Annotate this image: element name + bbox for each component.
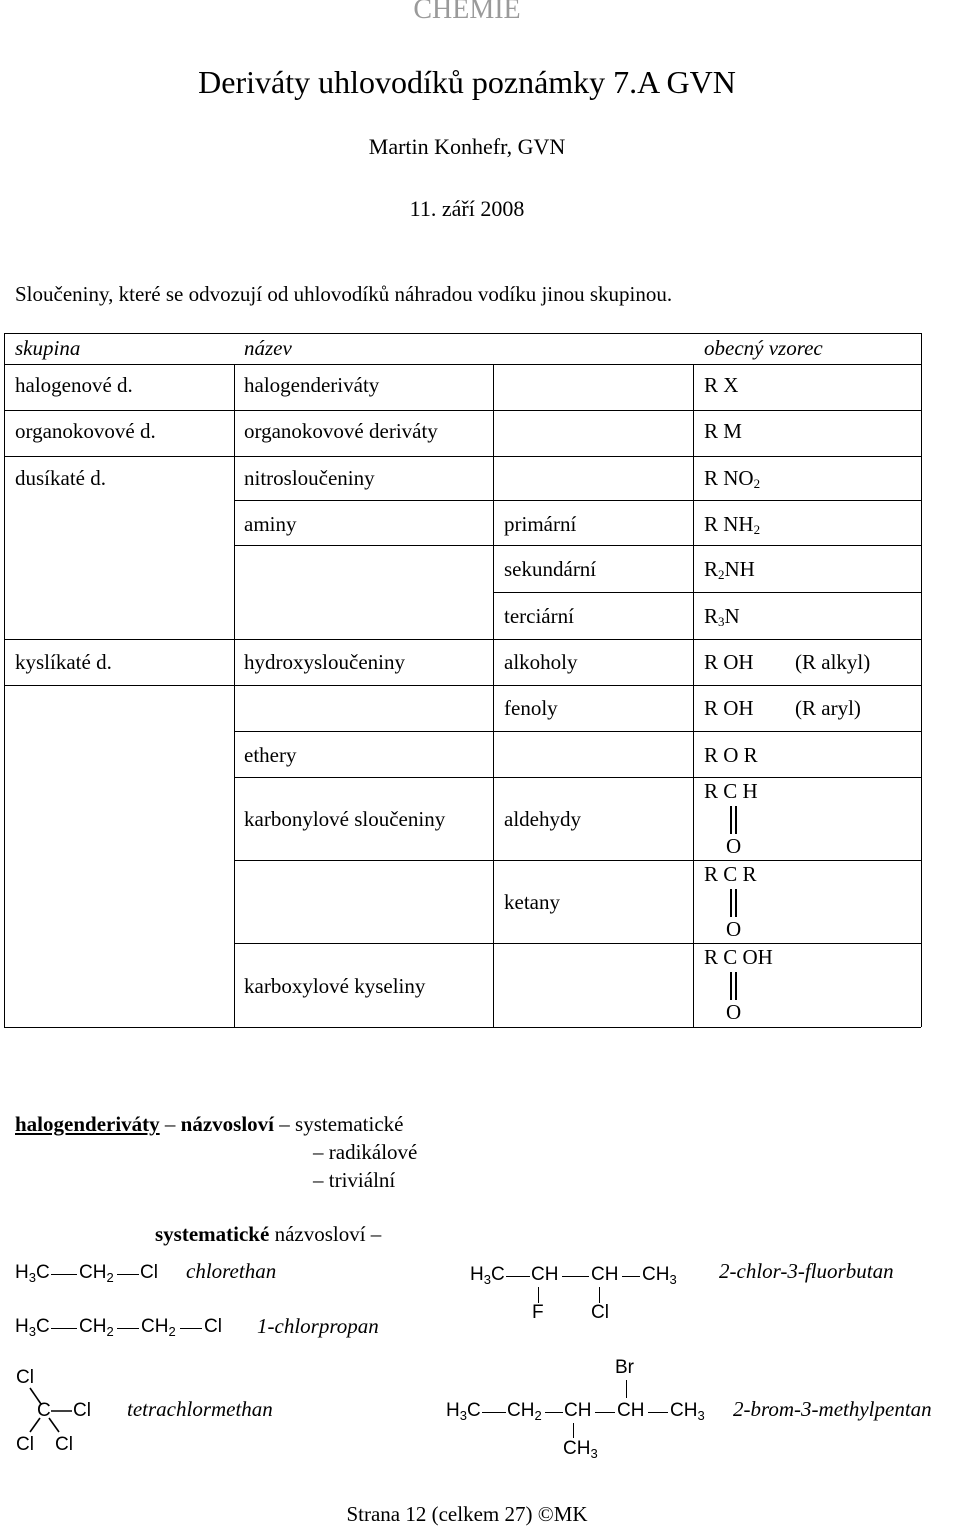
formula-aldehyd: R C H bbox=[704, 779, 758, 803]
atom-cl: Cl bbox=[16, 1434, 34, 1455]
atom-ch2: $CH_2$ bbox=[79, 1262, 114, 1285]
bond bbox=[538, 1287, 539, 1303]
table-line bbox=[234, 364, 235, 1027]
atom-ch2: $CH_2$ bbox=[141, 1316, 176, 1339]
note-alkyl: (R alkyl) bbox=[795, 650, 871, 674]
formula-rno2: R $NO_2$ bbox=[704, 466, 761, 491]
atom-ch: CH bbox=[564, 1400, 592, 1421]
table-line bbox=[4, 333, 5, 1027]
page-footer: Strana 12 (celkem 27) ©MK bbox=[346, 1502, 588, 1526]
formula-roh-aryl: R OH bbox=[704, 696, 754, 720]
name-organokovove: organokovové deriváty bbox=[244, 419, 438, 443]
bond bbox=[506, 1276, 530, 1277]
atom-ch2: $CH_2$ bbox=[79, 1316, 114, 1339]
name-2-chlor-3-fluorbutan: 2-chlor-3-fluorbutan bbox=[719, 1259, 894, 1283]
table-line bbox=[234, 500, 921, 501]
table-line bbox=[693, 364, 694, 1027]
bond bbox=[180, 1328, 202, 1329]
name-tetrachlormethan: tetrachlormethan bbox=[127, 1397, 273, 1421]
type-fenoly: fenoly bbox=[504, 696, 558, 720]
bond bbox=[117, 1328, 139, 1329]
naming-heading: halogenderiváty – názvosloví – systematické bbox=[15, 1112, 404, 1136]
table-line bbox=[4, 333, 921, 334]
table-line bbox=[4, 456, 921, 457]
formula-karboxyl: R C OH bbox=[704, 945, 773, 969]
bond bbox=[482, 1412, 506, 1413]
atom-cl: Cl bbox=[55, 1434, 73, 1455]
formula-rnh2: R $NH_2$ bbox=[704, 512, 761, 537]
double-bond bbox=[730, 806, 737, 834]
type-sekundarni: sekundární bbox=[504, 557, 597, 581]
table-line bbox=[4, 410, 921, 411]
bond bbox=[562, 1276, 589, 1277]
formula-rx: R X bbox=[704, 373, 739, 397]
atom-h3c: $H_3C$ bbox=[470, 1264, 505, 1287]
table-line bbox=[4, 639, 921, 640]
double-bond bbox=[730, 889, 737, 917]
atom-ch: CH bbox=[617, 1400, 645, 1421]
atom-cl: Cl bbox=[73, 1400, 91, 1421]
atom-ch3: $CH_3$ bbox=[670, 1400, 705, 1423]
name-karboxylove: karboxylové kyseliny bbox=[244, 974, 426, 998]
bond bbox=[648, 1412, 668, 1413]
date: 11. září 2008 bbox=[409, 196, 525, 221]
bond bbox=[599, 1287, 600, 1303]
table-line bbox=[4, 685, 921, 686]
bond bbox=[51, 1274, 77, 1275]
formula-roh-alkyl: R OH bbox=[704, 650, 754, 674]
name-1-chlorpropan: 1-chlorpropan bbox=[257, 1314, 379, 1338]
naming-option-radikalove: – radikálové bbox=[313, 1140, 418, 1164]
table-line bbox=[234, 731, 921, 732]
table-line bbox=[4, 1027, 921, 1028]
formula-r3n: $R_3N$ bbox=[704, 604, 740, 629]
atom-cl: Cl bbox=[140, 1262, 158, 1283]
bond bbox=[595, 1412, 615, 1413]
table-line bbox=[234, 545, 921, 546]
document-title: Deriváty uhlovodíků poznámky 7.A GVN bbox=[198, 64, 736, 100]
atom-h3c: $H_3C$ bbox=[446, 1400, 481, 1423]
bond bbox=[626, 1380, 627, 1398]
atom-ch3: $CH_3$ bbox=[563, 1438, 598, 1461]
formula-r2nh: $R_2NH$ bbox=[704, 557, 755, 582]
type-primarni: primární bbox=[504, 512, 577, 536]
oxygen-karboxyl: O bbox=[726, 1000, 742, 1024]
systematic-heading: systematické názvosloví – bbox=[155, 1222, 382, 1246]
author: Martin Konhefr, GVN bbox=[368, 134, 566, 159]
name-2-brom-3-methylpentan: 2-brom-3-methylpentan bbox=[733, 1397, 932, 1421]
type-ketany: ketany bbox=[504, 890, 560, 914]
table-line bbox=[493, 592, 921, 593]
formula-ror: R O R bbox=[704, 743, 758, 767]
double-bond bbox=[730, 972, 737, 1000]
name-halogenderivaty: halogenderiváty bbox=[244, 373, 380, 397]
atom-c: C bbox=[37, 1400, 51, 1421]
atom-ch: CH bbox=[531, 1264, 559, 1285]
bond bbox=[51, 1328, 77, 1329]
intro-text: Sloučeniny, které se odvozují od uhlovodíků náhradou vodíku jinou skupinou. bbox=[15, 282, 673, 306]
atom-br: Br bbox=[615, 1357, 634, 1378]
table-line bbox=[493, 364, 494, 1027]
name-nitrosloucleniny: nitrosloučeniny bbox=[244, 466, 375, 490]
table-line bbox=[234, 777, 921, 778]
bond bbox=[622, 1276, 640, 1277]
atom-h3c: $H_3C$ bbox=[15, 1316, 50, 1339]
atom-h3c: $H_3C$ bbox=[15, 1262, 50, 1285]
col-header-skupina: skupina bbox=[15, 336, 81, 360]
table-line bbox=[234, 943, 921, 944]
group-kyslikate: kyslíkaté d. bbox=[15, 650, 112, 674]
group-halogen: halogenové d. bbox=[15, 373, 133, 397]
group-dusikate: dusíkaté d. bbox=[15, 466, 106, 490]
bond bbox=[545, 1412, 563, 1413]
atom-cl: Cl bbox=[16, 1367, 34, 1388]
bond bbox=[573, 1423, 574, 1438]
table-line bbox=[921, 333, 922, 1027]
type-terciarni: terciární bbox=[504, 604, 574, 628]
name-karbonylove: karbonylové sloučeniny bbox=[244, 807, 446, 831]
type-aldehydy: aldehydy bbox=[504, 807, 581, 831]
atom-cl: Cl bbox=[591, 1302, 609, 1323]
naming-option-trivialni: – triviální bbox=[313, 1168, 396, 1192]
oxygen-keton: O bbox=[726, 917, 742, 941]
col-header-nazev: název bbox=[244, 336, 292, 360]
name-aminy: aminy bbox=[244, 512, 297, 536]
oxygen-aldehyd: O bbox=[726, 834, 742, 858]
atom-cl: Cl bbox=[204, 1316, 222, 1337]
formula-keton: R C R bbox=[704, 862, 757, 886]
col-header-vzorec: obecný vzorec bbox=[704, 336, 823, 360]
page-header: CHEMIE bbox=[413, 0, 521, 25]
table-line bbox=[234, 860, 921, 861]
type-alkoholy: alkoholy bbox=[504, 650, 578, 674]
atom-ch: CH bbox=[591, 1264, 619, 1285]
table-line bbox=[4, 364, 921, 365]
atom-ch2: $CH_2$ bbox=[507, 1400, 542, 1423]
atom-f: F bbox=[532, 1302, 544, 1323]
formula-rm: R M bbox=[704, 419, 742, 443]
name-ethery: ethery bbox=[244, 743, 297, 767]
note-aryl: (R aryl) bbox=[795, 696, 861, 720]
name-hydroxy: hydroxysloučeniny bbox=[244, 650, 405, 674]
bond bbox=[117, 1274, 139, 1275]
group-organokovove: organokovové d. bbox=[15, 419, 156, 443]
name-chlorethan: chlorethan bbox=[186, 1259, 277, 1283]
atom-ch3: $CH_3$ bbox=[642, 1264, 677, 1287]
